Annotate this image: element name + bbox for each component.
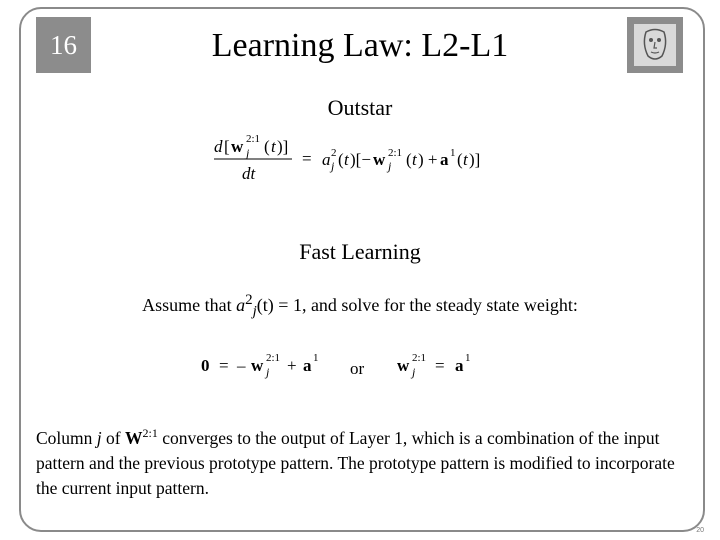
svg-text:a: a [440,150,449,169]
svg-text:)]: )] [277,137,289,156]
para-rest: converges to the output of Layer 1, which is a combination of the input pattern and the previous prototype pattern. The prototype pattern is modified to incorporate the current input pattern. [36,428,675,498]
outstar-heading: Outstar [327,95,393,120]
svg-text:j: j [331,159,335,173]
svg-text:a: a [455,356,464,375]
svg-text:(: ( [264,137,270,156]
svg-text:2:1: 2:1 [266,352,281,364]
svg-text:a: a [322,150,331,169]
fast-learning-heading: Fast Learning [299,239,421,264]
steady-state-equations [195,347,495,388]
para-j: j [96,428,102,448]
logo [627,17,683,73]
assume-rest: (t) = 1, and solve for the steady state weight: [256,295,578,315]
svg-text:2: 2 [331,147,337,159]
svg-text:(: ( [406,150,412,169]
outstar-equation [210,132,510,193]
assume-variable: a [236,295,246,315]
svg-text:1: 1 [450,147,456,159]
svg-text:)[−: )[− [350,150,371,169]
assumption-text [0,292,720,318]
svg-text:a: a [303,356,312,375]
svg-text:) +: ) + [418,150,438,169]
svg-text:2:1: 2:1 [246,133,261,145]
para-W-sup: 2:1 [142,426,158,441]
svg-text:+: + [287,356,297,375]
svg-text:j: j [412,365,416,379]
svg-text:2:1: 2:1 [412,352,427,364]
svg-text:)]: )] [469,150,481,169]
svg-text:dt: dt [242,164,256,183]
or-label: or [350,359,365,378]
assume-superscript: 2 [245,292,253,308]
svg-text:=: = [219,356,229,375]
svg-text:w: w [251,356,264,375]
svg-text:t: t [463,150,468,169]
logo-face-icon [634,24,676,66]
svg-text:t: t [271,137,276,156]
para-pre: Column [36,428,97,448]
svg-text:–: – [237,356,246,375]
slide-number: 16 [36,17,91,73]
svg-text:0: 0 [201,356,210,375]
svg-text:j: j [246,146,250,160]
svg-text:t: t [412,150,417,169]
svg-text:1: 1 [465,352,471,364]
svg-text:w: w [373,150,386,169]
svg-text:(: ( [457,150,463,169]
svg-text:2:1: 2:1 [388,147,403,159]
svg-text:[: [ [224,137,230,156]
svg-text:w: w [231,137,244,156]
svg-text:=: = [435,356,445,375]
svg-text:1: 1 [313,352,319,364]
para-of: of [101,428,125,448]
page-footer-number: 20 [696,527,704,534]
assume-prefix: Assume that [142,295,237,315]
slide-title: Learning Law: L2-L1 [211,27,509,64]
svg-text:t: t [344,150,349,169]
conclusion-paragraph [36,426,691,501]
svg-text:d: d [214,137,223,156]
svg-text:j: j [388,159,392,173]
svg-text:=: = [302,149,312,168]
para-W: W [124,428,143,448]
svg-text:w: w [397,356,410,375]
assume-subscript: j [252,303,257,320]
svg-text:j: j [266,365,270,379]
svg-text:(: ( [338,150,344,169]
